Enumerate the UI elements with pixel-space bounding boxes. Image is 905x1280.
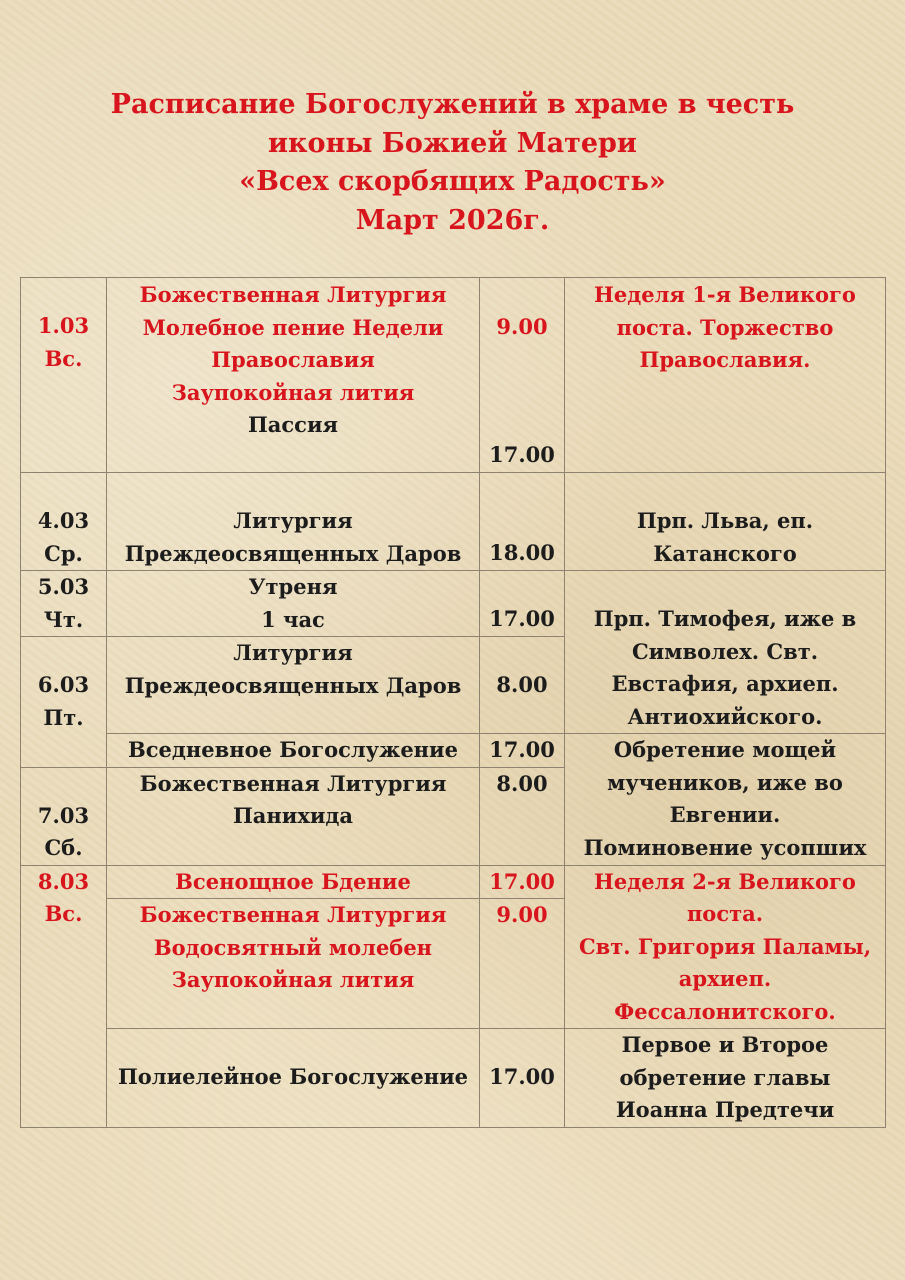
service-name: 1 час <box>261 606 325 632</box>
feast-note: Евстафия, архиеп. <box>611 671 839 696</box>
feast-note: Катанского <box>653 540 797 566</box>
service-time: 17.00 <box>489 441 555 467</box>
time-cell <box>480 473 565 571</box>
title-line-2: иконы Божией Матери <box>268 127 637 159</box>
feast-note-cell <box>565 865 886 1029</box>
service-name: Молебное пение Недели <box>142 314 444 340</box>
service-time: 17.00 <box>489 606 555 631</box>
date-cell <box>21 473 107 571</box>
service-name: Заупокойная лития <box>171 379 415 405</box>
feast-note: Фессалонитского. <box>614 998 836 1024</box>
feast-note-cell <box>565 473 886 571</box>
table-row <box>21 865 886 899</box>
date-cell <box>21 865 107 1127</box>
service-time: 17.00 <box>489 737 555 762</box>
feast-note: Антиохийского. <box>627 703 823 729</box>
service-time: 17.00 <box>489 1064 555 1089</box>
service-cell <box>107 637 480 734</box>
service-time: 8.00 <box>496 770 548 796</box>
service-cell <box>107 767 480 865</box>
service-name: Полиелейное Богослужение <box>117 1064 469 1089</box>
feast-note-cell <box>565 1029 886 1128</box>
service-name: Божественная Литургия <box>139 282 447 307</box>
time-cell <box>480 637 565 734</box>
title-line-3: «Всех скорбящих Радость» <box>239 166 666 197</box>
service-time: 8.00 <box>496 672 548 697</box>
service-name: Вседневное Богослужение <box>127 737 458 762</box>
page-title <box>0 86 905 240</box>
table-row <box>21 1029 886 1128</box>
feast-note-cell <box>565 278 886 473</box>
weekday: Вс. <box>44 345 83 371</box>
time-cell <box>480 1029 565 1128</box>
time-cell <box>480 899 565 1029</box>
table-row <box>21 278 886 473</box>
service-name: Преждеосвященных Даров <box>124 672 462 698</box>
service-name: Божественная Литургия <box>139 902 447 927</box>
title-line-4: Март 2026г. <box>355 204 550 236</box>
feast-note: Поминовение усопших <box>583 834 867 860</box>
service-time: 18.00 <box>489 540 555 565</box>
service-name: Литургия <box>233 640 353 665</box>
feast-note: Прп. Тимофея, иже в <box>593 606 857 631</box>
table-row <box>21 571 886 637</box>
weekday: Сб. <box>44 835 83 860</box>
service-name: Пассия <box>247 412 339 437</box>
date: 6.03 <box>37 672 90 697</box>
feast-note: Первое и Второе <box>621 1032 829 1057</box>
service-cell <box>107 899 480 1029</box>
weekday: Пт. <box>43 704 84 730</box>
service-name: Утреня <box>248 574 338 599</box>
title-line-1: Расписание Богослужений в храме в честь <box>110 89 795 120</box>
feast-note: Свт. Григория Паламы, <box>578 933 872 959</box>
service-name: Литургия <box>233 508 353 533</box>
service-name: Водосвятный молебен <box>153 934 433 960</box>
service-time: 9.00 <box>496 902 548 927</box>
date: 4.03 <box>37 508 90 533</box>
feast-note: мучеников, иже во <box>607 769 843 795</box>
feast-note: Обретение мощей <box>613 737 837 762</box>
service-name: Всенощное Бдение <box>175 868 411 894</box>
time-cell <box>480 278 565 473</box>
date-cell <box>21 278 107 473</box>
date-cell <box>21 637 107 768</box>
service-name: Православия <box>211 347 375 372</box>
time-cell <box>480 865 565 899</box>
feast-note: обретение главы <box>619 1064 831 1090</box>
feast-note: Символех. Свт. <box>631 638 819 664</box>
weekday: Ср. <box>44 540 83 566</box>
service-cell <box>107 278 480 473</box>
service-time: 9.00 <box>496 314 548 339</box>
feast-note-cell <box>565 734 886 866</box>
service-name: Заупокойная лития <box>171 967 415 992</box>
service-cell <box>107 865 480 899</box>
feast-note: архиеп. <box>678 966 772 991</box>
service-name: Преждеосвященных Даров <box>124 540 462 566</box>
weekday: Чт. <box>43 606 84 632</box>
time-cell <box>480 734 565 768</box>
service-cell <box>107 473 480 571</box>
date: 7.03 <box>37 802 90 828</box>
feast-note-cell <box>565 571 886 734</box>
date-cell <box>21 767 107 865</box>
schedule-table <box>20 277 886 1128</box>
service-cell <box>107 734 480 768</box>
feast-note: Прп. Льва, еп. <box>636 508 814 533</box>
service-name: Панихида <box>232 803 354 828</box>
feast-note: Неделя 1-я Великого <box>594 282 856 307</box>
feast-note: поста. <box>686 901 764 926</box>
date: 1.03 <box>37 313 90 338</box>
date: 8.03 <box>37 868 90 894</box>
service-time: 17.00 <box>489 868 555 894</box>
date: 5.03 <box>37 574 90 599</box>
feast-note: поста. Торжество <box>616 314 834 340</box>
service-name: Божественная Литургия <box>139 770 447 796</box>
service-cell <box>107 1029 480 1128</box>
table-row <box>21 473 886 571</box>
time-cell <box>480 571 565 637</box>
feast-note: Неделя 2-я Великого <box>594 868 856 894</box>
weekday: Вс. <box>44 901 83 926</box>
table-row <box>21 734 886 768</box>
date-cell <box>21 571 107 637</box>
service-cell <box>107 571 480 637</box>
feast-note: Евгении. <box>669 802 781 827</box>
feast-note: Православия. <box>639 347 811 372</box>
feast-note: Иоанна Предтечи <box>615 1097 835 1122</box>
time-cell <box>480 767 565 865</box>
